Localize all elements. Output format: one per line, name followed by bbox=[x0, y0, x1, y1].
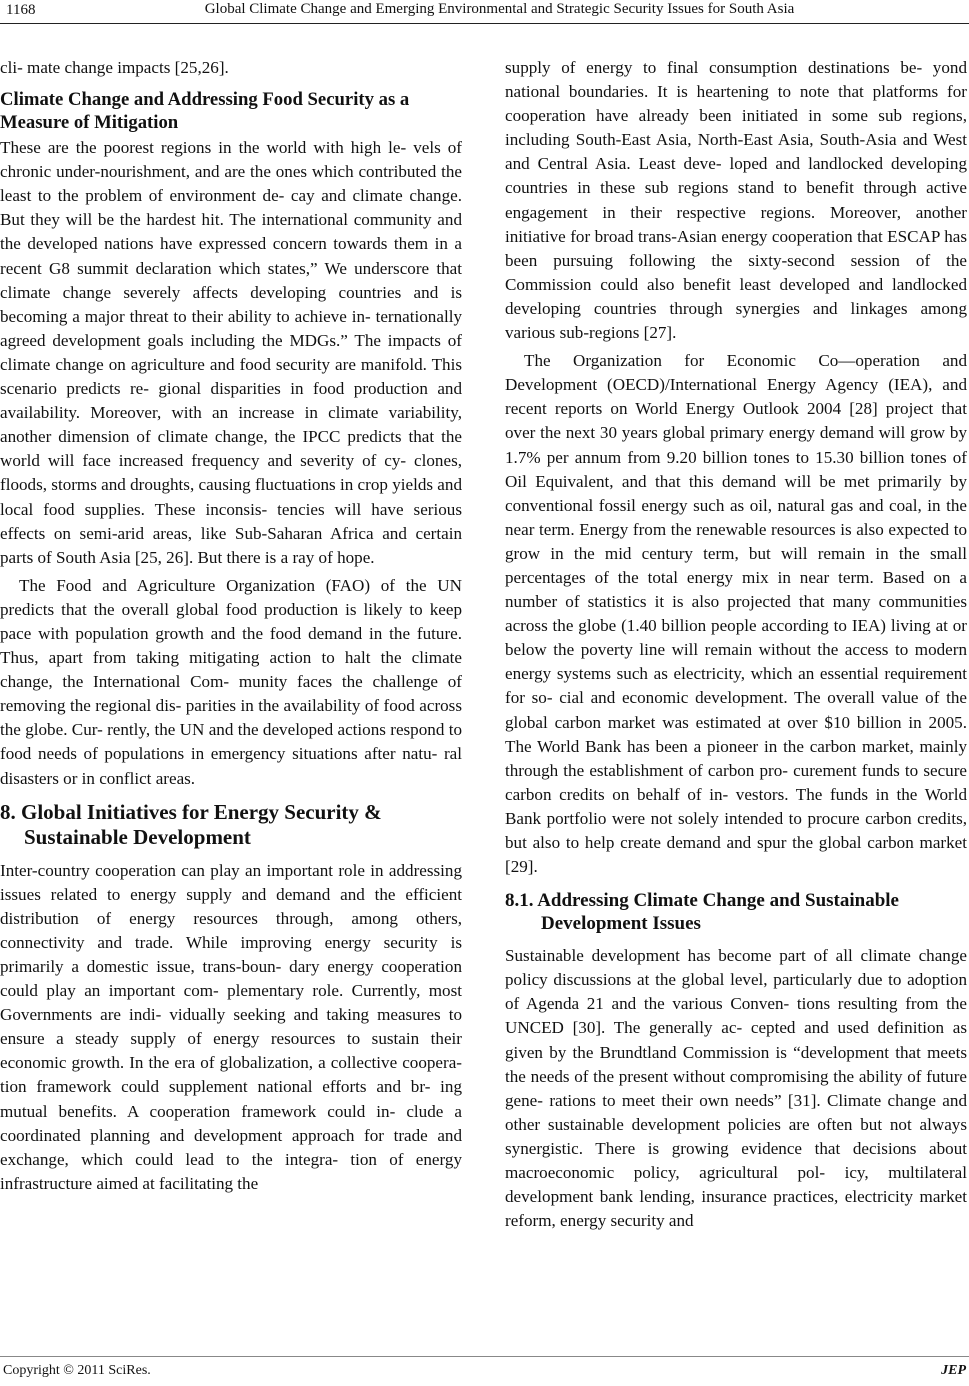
subsection-heading-8-1: 8.1. Addressing Climate Change and Sustainable Development Issues bbox=[505, 890, 899, 935]
paragraph: Inter-country cooperation can play an important role in addressing issues related to energy supply and demand and the efficient distribution of energy resources through, among others, connectivity and trade. While improving energy security is primarily a domestic issue, trans-boun- dary energy cooperation could play an important com- plementary role. Currently, most Governments are indi- vidually seeking and taking measures to ensure a steady supply of energy resources to sustain their economic growth. In the era of globalization, a collective coopera- tion framework could supplement national efforts and br- ing mutual benefits. A cooperation framework could in- clude a coordinated planning and development approach for trade and exchange, which could lead to the integra- tion of energy infrastructure aimed at facilitating the bbox=[0, 860, 462, 1193]
page-header bbox=[0, 0, 969, 26]
paragraph: These are the poorest regions in the world with high le- vels of chronic under-nourishment, and are the ones which contributed the least to the problem of environment de- cay and climate change. But they will be the hardest hit. The international community and the developed nations have expressed concern towards them in a recent G8 summit declaration which states,” We underscore that climate change severely affects developing countries and is becoming a major threat to their ability to achieve in- ternationally agreed development goals including the MDGs.” The impacts of climate change on agriculture and food security are manifold. This scenario predicts re- gional disparities in food production and availability. Moreover, with an increase in climate variability, another dimension of climate change, the IPCC predicts that the world will face increased frequency and severity of cy- clones, floods, storms and droughts, causing fluctuations in crop yields and local food supplies. These inconsis- tencies will have serious effects on semi-arid areas, like Sub-Saharan Africa and certain parts of South Asia [25, 26]. But there is a ray of hope. bbox=[0, 138, 462, 567]
paragraph: The Organization for Economic Co—operation and Development (OECD)/International Energy Agency (IEA), and recent reports on World Energy Outlook 2004 [28] project that over the next 30 years global primary energy demand will grow by 1.7% per annum from 9.20 billion tones to 15.30 billion tones of Oil Equivalent, and that this demand will be met primarily by conventional fossil energy such as oil, natural gas and coal, in the near term. Energy from the renewable resources is also expected to grow in the mid century term, but will remain in the small percentages of the total energy mix in near term. Based on a number of statistics it is also projected that many communities across the globe (1.40 billion people according to IEA) living at or below the poverty line will remain without the access to modern energy systems such as electricity, which an essential requirement for so- cial and economic development. The overall value of the global carbon market was estimated at over $10 billion in 2005. The World Bank has been a pioneer in the carbon market, mainly through the establishment of carbon pro- curement funds to secure carbon credits on behalf of in- vestors. The funds in the World Bank portfolio were not solely intended to procure carbon credits, but also to help create demand and spur the global carbon market [29]. bbox=[505, 351, 967, 877]
page-number: 1168 bbox=[6, 2, 36, 18]
header-divider bbox=[0, 23, 969, 24]
paragraph: supply of energy to final consumption destinations be- yond national boundaries. It is heartening to note that platforms for cooperation have already been initiated in some sub regions, including South-East Asia, North-East Asia, South-Asia and West and Central Asia. Least deve- loped and landlocked developing countries in these sub regions stand to benefit through active engagement in their respective regions. Moreover, another initiative for broad trans-Asian energy cooperation that ESCAP has been pursuing following the sixty-second session of the Commission could also benefit least developed and landlocked developing countries through synergies and linkages among various sub-regions [27]. bbox=[505, 58, 967, 343]
left-column bbox=[0, 56, 462, 1196]
continued-paragraph: cli- mate change impacts [25,26]. bbox=[0, 58, 229, 77]
running-title: Global Climate Change and Emerging Environmental and Strategic Security Issues for South Asia bbox=[204, 1, 795, 17]
journal-abbreviation: JEP bbox=[941, 1363, 966, 1378]
right-column bbox=[505, 56, 967, 1233]
subheading-food-security: Climate Change and Addressing Food Security as a Measure of Mitigation bbox=[0, 89, 410, 134]
section-heading-8: 8. Global Initiatives for Energy Security & Sustainable Development bbox=[0, 799, 382, 849]
paragraph: Sustainable development has become part of all climate change policy discussions at the global level, particularly due to adoption of Agenda 21 and the various Conven- tions resulting from the UNCED [30]. The generally ac- cepted and used definition as given by the Brundtland Commission is “development that meets the needs of the present without compromising the ability of future gene- rations to meet their own needs” [31]. Climate change and other sustainable development policies are often but not always synergistic. There is growing evidence that decisions about macroeconomic policy, agricultural pol- icy, multilateral development bank lending, insurance practices, electricity market reform, energy security and bbox=[505, 946, 967, 1231]
footer-divider bbox=[0, 1356, 969, 1357]
copyright-notice: Copyright © 2011 SciRes. bbox=[3, 1363, 151, 1378]
paragraph: The Food and Agriculture Organization (FAO) of the UN predicts that the overall global food production is likely to keep pace with population growth and the food demand in the future. Thus, apart from taking mitigating action to halt the climate change, the International Com- munity faces the challenge of removing the regional dis- parities in the availability of food across the globe. Cur- rently, the UN and the developed actions respond to food needs of populations in emergency situations after natu- ral disasters or in conflict areas. bbox=[0, 575, 462, 788]
